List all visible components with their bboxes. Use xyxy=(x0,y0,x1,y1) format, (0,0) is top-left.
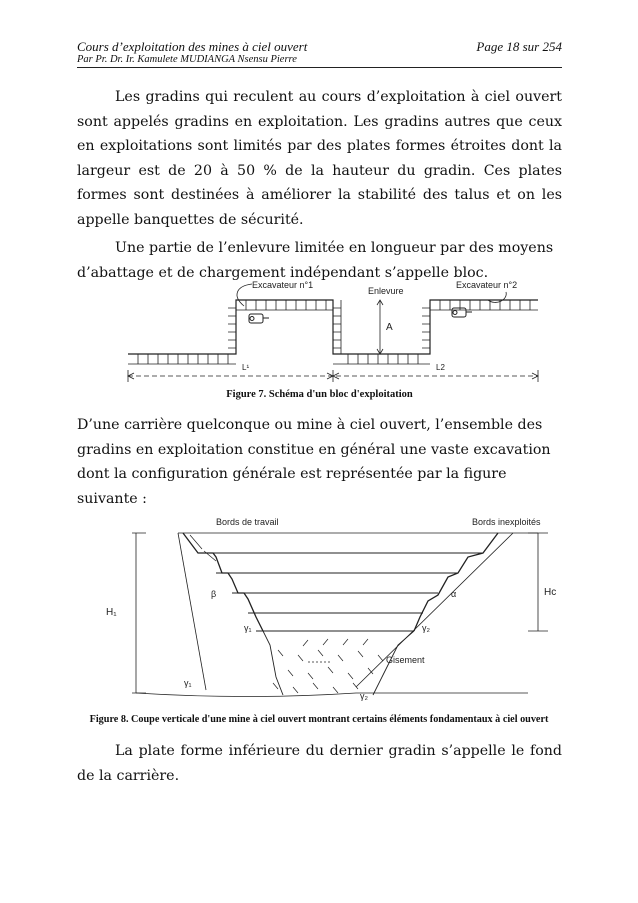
paragraph-fond: La plate forme inférieure du dernier gradin s’appelle le fond de la carrière. xyxy=(77,743,562,784)
figure7-label-l2: L2 xyxy=(436,363,445,372)
figure8-label-bords-inexploites: Bords inexploités xyxy=(472,517,541,527)
figure8-label-gamma2-bottom: γ₂ xyxy=(360,691,368,701)
paragraph-fond-block xyxy=(77,739,562,788)
figure7-label-enlevure: Enlevure xyxy=(368,286,404,296)
paragraph-bloc: Une partie de l’enlevure limitée en longueur par des moyens d’abattage et de chargement indépendant s’appelle bloc. xyxy=(77,240,554,281)
intro-text xyxy=(77,85,562,285)
author-line: Par Pr. Dr. Ir. Kamulete MUDIANGA Nsensu Pierre xyxy=(77,54,297,65)
figure8-label-gamma2: γ₂ xyxy=(422,623,430,633)
figure7-label-excavator2: Excavateur n°2 xyxy=(456,280,518,290)
header-rule xyxy=(77,67,562,68)
figure8-cross-section xyxy=(98,505,570,710)
page-header xyxy=(77,39,562,67)
figure8-label-bords-travail: Bords de travail xyxy=(216,517,279,527)
figure7-caption: Figure 7. Schéma d'un bloc d'exploitation xyxy=(226,389,413,400)
paragraph-gradins: Les gradins qui reculent au cours d’exploitation à ciel ouvert sont appelés gradins en exploitation. Les gradins autres que ceux en exploitations sont limités par des plates formes étroites dont la largeur est de 20 à 50 % de la hauteur du gradin. Ces plates formes sont destinées à améliorer la stabilité des talus et on les appelle banquettes de sécurité. xyxy=(77,89,562,228)
figure8-label-hc: Hc xyxy=(544,587,557,598)
paragraph-carriere: D’une carrière quelconque ou mine à ciel ouvert, l’ensemble des gradins en exploitation constitue en général une vaste excavation dont la configuration générale est représentée par la figure suivante : xyxy=(77,417,551,507)
figure8-label-gamma1-bottom: γ₁ xyxy=(184,678,192,688)
figure8-caption: Figure 8. Coupe verticale d'une mine à ciel ouvert montrant certains éléments fondamentaux à ciel ouvert xyxy=(89,714,549,725)
figure8-label-gisement: Gisement xyxy=(386,655,425,665)
figure7-block-diagram xyxy=(118,278,553,388)
paragraph-carriere-block xyxy=(77,413,562,511)
figure8-label-gamma1: γ₁ xyxy=(244,623,252,633)
figure7-label-l1: L¹ xyxy=(242,363,250,372)
figure7-label-excavator1: Excavateur n°1 xyxy=(252,280,314,290)
figure8-label-beta: β xyxy=(211,589,217,599)
figure8-label-h1: H₁ xyxy=(106,607,117,618)
figure7-label-a: A xyxy=(386,322,393,333)
page-number: Page 18 sur 254 xyxy=(476,39,562,54)
document-title: Cours d’exploitation des mines à ciel ouvert xyxy=(77,39,308,54)
figure8-label-alpha: α xyxy=(451,589,457,599)
